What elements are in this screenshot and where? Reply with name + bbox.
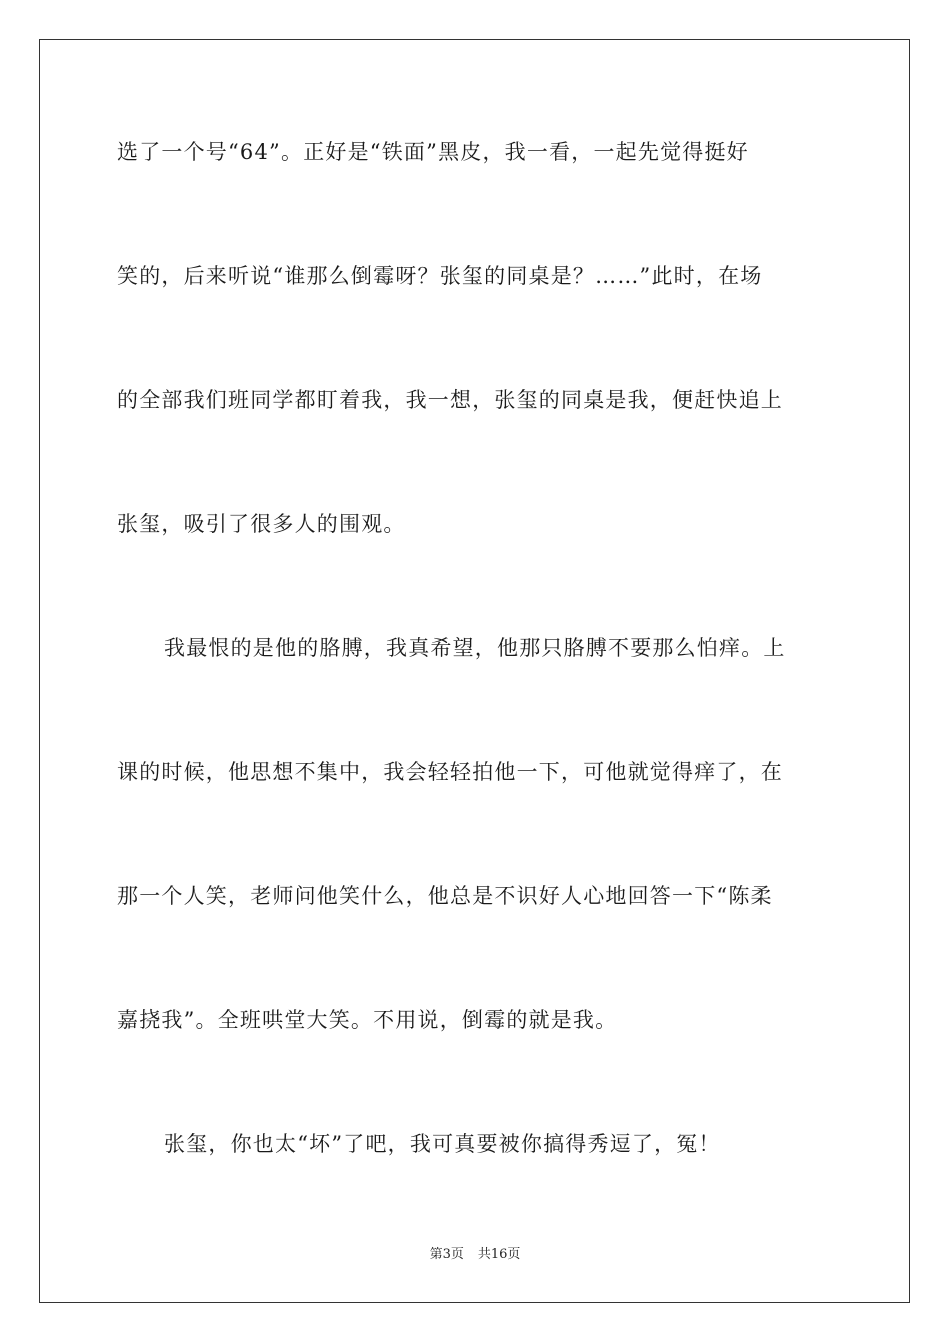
page-total: 共16页 — [477, 1247, 521, 1262]
body-text-line: 嘉挠我”。全班哄堂大笑。不用说，倒霉的就是我。 — [117, 1008, 618, 1032]
body-text-line: 的全部我们班同学都盯着我，我一想，张玺的同桌是我，便赶快追上 — [117, 388, 783, 412]
body-text-line: 张玺，吸引了很多人的围观。 — [117, 512, 406, 536]
page-footer — [0, 1246, 950, 1264]
body-text-line: 选了一个号“64”。正好是“铁面”黑皮，我一看，一起先觉得挺好 — [117, 140, 749, 164]
page-number: 第3页 — [429, 1247, 464, 1262]
paragraph-first-line: 张玺，你也太“坏”了吧，我可真要被你搞得秀逗了，冤！ — [164, 1132, 721, 1156]
page-border — [39, 39, 910, 1303]
body-text-line: 那一个人笑，老师问他笑什么，他总是不识好人心地回答一下“陈柔 — [117, 884, 773, 908]
body-text-line: 笑的，后来听说“谁那么倒霉呀？张玺的同桌是？……”此时，在场 — [117, 264, 763, 288]
body-text-line: 课的时候，他思想不集中，我会轻轻拍他一下，可他就觉得痒了，在 — [117, 760, 783, 784]
paragraph-first-line: 我最恨的是他的胳膊，我真希望，他那只胳膊不要那么怕痒。上 — [164, 636, 786, 660]
